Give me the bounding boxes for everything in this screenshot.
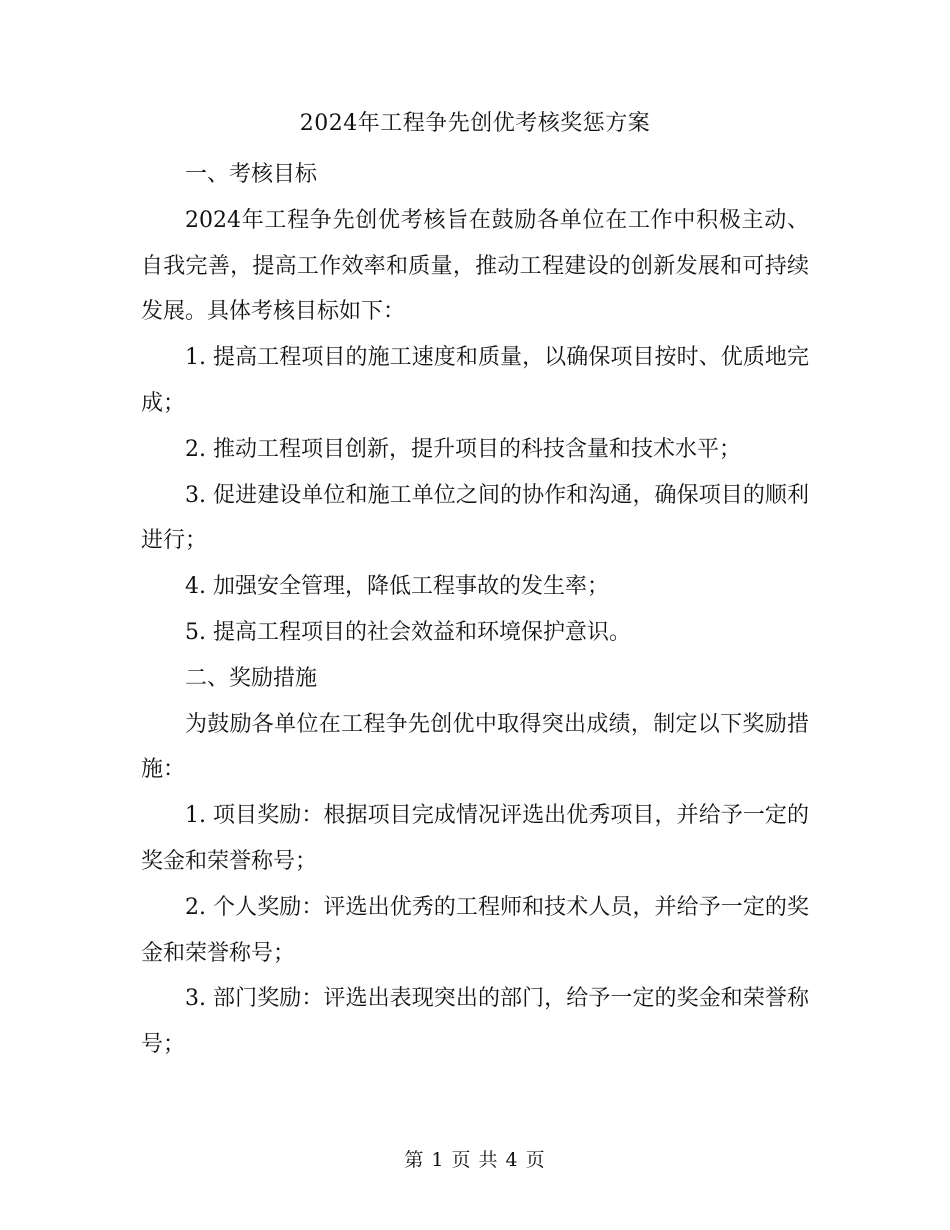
page-number-footer: 第 1 页 共 4 页 (404, 1149, 546, 1171)
goal-item-3: 3. 促进建设单位和施工单位之间的协作和沟通，确保项目的顺利进行； (141, 482, 809, 554)
reward-item-1: 1. 项目奖励：根据项目完成情况评选出优秀项目，并给予一定的奖金和荣誉称号； (141, 803, 809, 874)
goal-item-4: 4. 加强安全管理，降低工程事故的发生率； (185, 574, 609, 600)
reward-item-3: 3. 部门奖励：评选出表现突出的部门，给予一定的奖金和荣誉称号； (141, 986, 809, 1058)
goal-item-5: 5. 提高工程项目的社会效益和环境保护意识。 (185, 619, 631, 645)
goal-item-2: 2. 推动工程项目创新，提升项目的科技含量和技术水平； (185, 436, 741, 462)
section-heading-reward-measures: 二、奖励措施 (185, 665, 318, 691)
paragraph-intro: 2024年工程争先创优考核旨在鼓励各单位在工作中积极主动、自我完善，提高工作效率和质量，推动工程建设的创新发展和可持续发展。具体考核目标如下： (141, 207, 809, 325)
reward-item-2: 2. 个人奖励：评选出优秀的工程师和技术人员，并给予一定的奖金和荣誉称号； (141, 894, 809, 966)
paragraph-reward-intro: 为鼓励各单位在工程争先创优中取得突出成绩，制定以下奖励措施： (141, 711, 809, 783)
document-body (141, 152, 809, 1068)
goal-item-1: 1. 提高工程项目的施工速度和质量，以确保项目按时、优质地完成； (141, 345, 809, 416)
document-title: 2024年工程争先创优考核奖惩方案 (299, 111, 651, 136)
section-heading-assessment-goals: 一、考核目标 (185, 162, 318, 187)
